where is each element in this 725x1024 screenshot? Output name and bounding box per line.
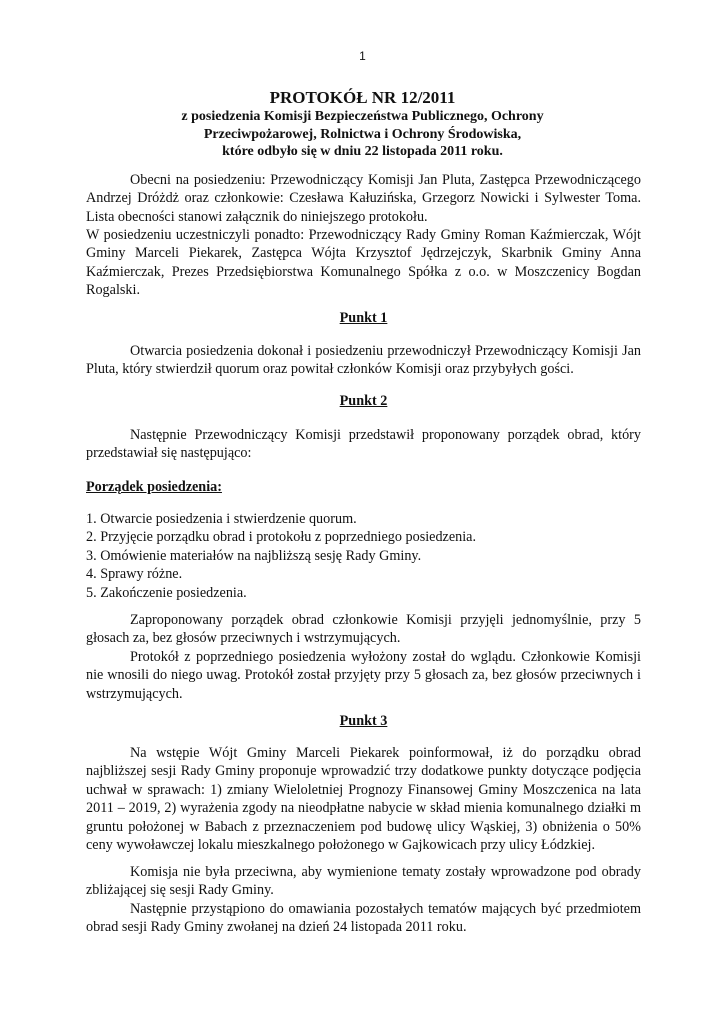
- subtitle-line: z posiedzenia Komisji Bezpieczeństwa Publicznego, Ochrony: [181, 109, 544, 124]
- agenda-item: 1. Otwarcie posiedzenia i stwierdzenie quorum.: [86, 511, 357, 527]
- attendance-paragraph: Obecni na posiedzeniu: Przewodniczący Komisji Jan Pluta, Zastępca Przewodniczącego Andrzej Dróżdż oraz członkowie: Czesława Kałuzińska, Grzegorz Nowicki i Sylwester Toma. Lista obecności stanowi załącznik do niniejszego protokołu.: [86, 172, 641, 225]
- document-title: PROTOKÓŁ NR 12/2011: [269, 88, 456, 107]
- guests-paragraph: W posiedzeniu uczestniczyli ponadto: Przewodniczący Rady Gminy Roman Kaźmierczak, Wójt Gminy Marceli Piekarek, Zastępca Wójta Krzysztof Jędrzejczyk, Skarbnik Gminy Anna Kaźmierczak, Prezes Przedsiębiorstwa Komunalnego Spółka z o.o. w Moszczenicy Bogdan Rogalski.: [86, 227, 641, 299]
- agenda-heading: Porządek posiedzenia:: [86, 479, 222, 495]
- page-number: 1: [359, 49, 366, 63]
- punkt-1-text: Otwarcia posiedzenia dokonał i posiedzeniu przewodniczył Przewodniczący Komisji Jan Pluta, który stwierdził quorum oraz powitał członków Komisji oraz przybyłych gości.: [86, 343, 641, 378]
- punkt-2-text: Następnie Przewodniczący Komisji przedstawił proponowany porządek obrad, który przedstawiał się następująco:: [86, 427, 641, 462]
- section-heading-punkt-3: Punkt 3: [339, 713, 388, 729]
- punkt-3-commission-text: Komisja nie była przeciwna, aby wymienione tematy zostały wprowadzone pod obrady zbliżającej się sesji Rady Gminy.: [86, 864, 641, 899]
- agenda-item: 2. Przyjęcie porządku obrad i protokołu z poprzedniego posiedzenia.: [86, 529, 477, 546]
- agenda-item: 3. Omówienie materiałów na najbliższą sesję Rady Gminy.: [86, 547, 422, 564]
- agenda-item: 5. Zakończenie posiedzenia.: [86, 584, 247, 601]
- section-heading-punkt-1: Punkt 1: [339, 310, 388, 326]
- punkt-3-text: Na wstępie Wójt Gminy Marceli Piekarek poinformował, iż do porządku obrad najbliższej sesji Rady Gminy proponuje wprowadzić trzy dodatkowe punkty dotyczące podjęcia uchwał w sprawach: 1) zmiany Wieloletniej Prognozy Finansowej Gminy Moszczenica na lata 2011 – 2019, 2) wyrażenia zgody na nieodpłatne nabycie w skład mienia komunalnego działki m gruntu położonej w Babach z przeznaczeniem pod budowę ulicy Wąskiej, 3) obniżenia o 50% ceny wywoławczej lokalu mieszkalnego położonego w Gajkowicach przy ulicy Łódzkiej.: [86, 745, 641, 854]
- punkt-3-further-text: Następnie przystąpiono do omawiania pozostałych tematów mających być przedmiotem obrad sesji Rady Gminy zwołanej na dzień 24 listopada 2011 roku.: [86, 901, 641, 936]
- agenda-accepted-text: Zaproponowany porządek obrad członkowie Komisji przyjęli jednomyślnie, przy 5 głosach za, bez głosów przeciwnych i wstrzymujących.: [86, 612, 641, 647]
- document-subtitle: [84, 108, 641, 161]
- section-heading-punkt-2: Punkt 2: [339, 393, 388, 409]
- subtitle-line: które odbyło się w dniu 22 listopada 2011 roku.: [222, 144, 503, 160]
- subtitle-line: Przeciwpożarowej, Rolnictwa i Ochrony Środowiska,: [203, 126, 522, 142]
- agenda-list: [86, 510, 641, 602]
- protocol-accepted-text: Protokół z poprzedniego posiedzenia wyłożony został do wglądu. Członkowie Komisji nie wnosili do niego uwag. Protokół został przyjęty przy 5 głosach za, bez głosów przeciwnych i wstrzymujących.: [86, 649, 641, 702]
- agenda-item: 4. Sprawy różne.: [86, 566, 183, 583]
